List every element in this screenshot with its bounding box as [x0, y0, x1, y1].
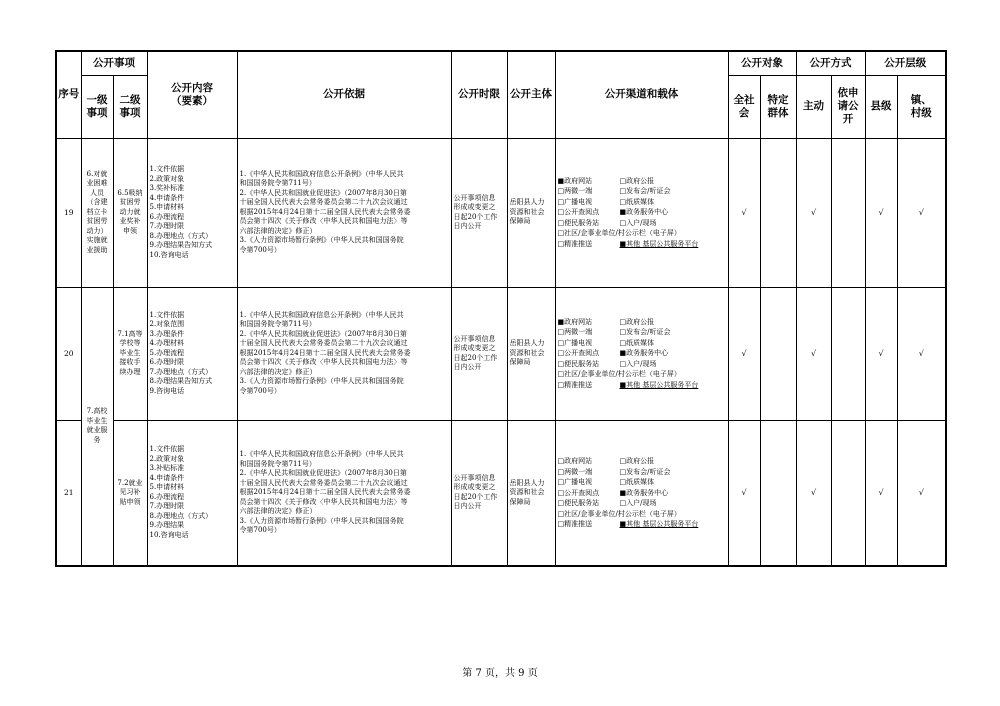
row-level2: 7.2就业 见习补 贴申领 [113, 420, 147, 566]
row-basis: 1.《中华人民共和国政府信息公开条例》（中华人民共 和国国务院令第711号） 2.《中华人民共和国就业促进法》（2007年8月30日第 十届全国人民代表大会常务委员会第二十九次会议通过 根据2015年4月24日第十二届全国人民代表大会常务委 员会第十四次《关于修改〈中华人民共和国电力法〉等 六部法律的决定》修正） 3.《人力资源市场暂行条例》（中华人民共和国国务院 令第700号） [237, 287, 451, 420]
channel-line [558, 467, 726, 478]
header-row-1 [56, 51, 946, 75]
channel-option: □广播电视 [557, 478, 593, 486]
channel-option: ■其他 基层公共服务平台 [619, 239, 699, 248]
row-content: 1.文件依据 2.政策对象 3.补贴标准 4.申请条件 5.申请材料 6.办理流程 7.办理时限 8.办理地点（方式） 9.办理结果 10.咨询电话 [147, 420, 237, 566]
channel-option: □入户/现场 [619, 499, 657, 507]
row-level-town: √ [897, 138, 946, 287]
header-level1: 一级 事项 [81, 75, 113, 138]
row-target-all: √ [728, 287, 760, 420]
header-level-group: 公开层级 [865, 51, 946, 75]
header-target-specific: 特定 群体 [760, 75, 796, 138]
channel-line [558, 338, 726, 349]
channel-option: □纸质媒体 [619, 478, 655, 486]
header-level-town: 镇、 村级 [897, 75, 946, 138]
channel-line [558, 186, 726, 197]
channel-option: □两微一端 [557, 187, 593, 196]
header-level-county: 县级 [865, 75, 897, 138]
channel-option: □发布会/听证会 [619, 467, 671, 476]
channel-option: □纸质媒体 [619, 197, 655, 206]
row-channels [555, 138, 728, 287]
channel-option: □政府公报 [619, 457, 655, 465]
row-method-request [831, 287, 865, 420]
header-level2: 二级 事项 [113, 75, 147, 138]
row-level1: 6.对就 业困难 人员 （含建 档立卡 贫困劳 动力） 实施就 业援助 [81, 138, 113, 287]
channel-option: □发布会/听证会 [619, 328, 671, 337]
row-target-all: √ [728, 420, 760, 566]
header-channels: 公开渠道和载体 [555, 51, 728, 138]
row-channels [555, 420, 728, 566]
channel-line [558, 218, 726, 229]
channel-option: □便民服务站 [557, 359, 600, 368]
channel-option: □公开查阅点 [557, 488, 600, 497]
row-level2: 6.5吸纳 贫困劳 动力就 业奖补 申领 [113, 138, 147, 287]
row-level1: 7.高校 毕业生 就业服 务 [81, 287, 113, 566]
row-level-county: √ [865, 420, 897, 566]
row-level-county: √ [865, 287, 897, 420]
channel-option: □社区/企事业单位/村公示栏（电子屏） [557, 509, 681, 518]
channel-option: □精准推送 [557, 380, 593, 389]
channel-option: □入户/现场 [619, 359, 657, 368]
channel-option: □两微一端 [557, 328, 593, 337]
header-method-request: 依申 请公 开 [831, 75, 865, 138]
channel-line [558, 359, 726, 370]
channel-line [558, 519, 726, 530]
row-time-limit: 公开事项信息 形成或变更之 日起20个工作 日内公开 [451, 420, 507, 566]
header-items-group: 公开事项 [81, 51, 147, 75]
channel-option: □广播电视 [557, 197, 593, 206]
channel-option: □精准推送 [557, 520, 593, 528]
row-seq: 19 [56, 138, 81, 287]
row-basis: 1.《中华人民共和国政府信息公开条例》（中华人民共 和国国务院令第711号） 2.《中华人民共和国就业促进法》（2007年8月30日第 十届全国人民代表大会常务委员会第二十九次会议通过 根据2015年4月24日第十二届全国人民代表大会常务委 员会第十四次《关于修改〈中华人民共和国电力法〉等 六部法律的决定》修正） 3.《人力资源市场暂行条例》（中华人民共和国国务院 令第700号） [237, 420, 451, 566]
channel-option: □入户/现场 [619, 218, 657, 227]
channel-line [558, 228, 726, 239]
row-seq: 21 [56, 420, 81, 566]
channel-line [558, 207, 726, 218]
row-channels [555, 287, 728, 420]
header-time-limit: 公开时限 [451, 51, 507, 138]
channel-line [558, 498, 726, 509]
channel-option: □社区/企事业单位/村公示栏（电子屏） [557, 370, 681, 379]
channel-line [558, 197, 726, 208]
channel-option: □社区/企事业单位/村公示栏（电子屏） [557, 229, 681, 238]
channel-option: ■其他 基层公共服务平台 [619, 520, 699, 528]
header-subject: 公开主体 [507, 51, 555, 138]
channel-option: ■政府网站 [557, 176, 593, 185]
row-method-request [831, 420, 865, 566]
table-row [56, 138, 946, 287]
channel-option: □纸质媒体 [619, 338, 655, 347]
header-basis: 公开依据 [237, 51, 451, 138]
row-target-all: √ [728, 138, 760, 287]
channel-line [558, 369, 726, 380]
channel-option: □便民服务站 [557, 218, 600, 227]
header-method-group: 公开方式 [796, 51, 865, 75]
row-level2: 7.1高等 学校等 毕业生 接收手 续办理 [113, 287, 147, 420]
row-method-request [831, 138, 865, 287]
row-subject: 岳阳县人力 资源和社会 保障局 [507, 138, 555, 287]
disclosure-table [55, 50, 947, 567]
header-target-all: 全社 会 [728, 75, 760, 138]
row-method-active: √ [796, 420, 831, 566]
channel-option: □政府公报 [619, 317, 655, 326]
channel-option: □广播电视 [557, 338, 593, 347]
row-basis: 1.《中华人民共和国政府信息公开条例》（中华人民共 和国国务院令第711号） 2.《中华人民共和国就业促进法》（2007年8月30日第 十届全国人民代表大会常务委员会第二十九次会议通过 根据2015年4月24日第十二届全国人民代表大会常务委 员会第十四次《关于修改〈中华人民共和国电力法〉等 六部法律的决定》修正） 3.《人力资源市场暂行条例》（中华人民共和国国务院 令第700号） [237, 138, 451, 287]
row-target-specific [760, 138, 796, 287]
row-subject: 岳阳县人力 资源和社会 保障局 [507, 287, 555, 420]
header-content: 公开内容 （要素） [147, 51, 237, 138]
header-seq: 序号 [56, 51, 81, 138]
channel-line [558, 380, 726, 391]
channel-option: ■政府网站 [557, 317, 593, 326]
channel-option: □公开查阅点 [557, 349, 600, 358]
channel-line [558, 348, 726, 359]
row-method-active: √ [796, 287, 831, 420]
channel-line [558, 488, 726, 499]
channel-option: □便民服务站 [557, 499, 600, 507]
row-level-town: √ [897, 420, 946, 566]
channel-line [558, 327, 726, 338]
channel-line [558, 456, 726, 467]
row-time-limit: 公开事项信息 形成或变更之 日起20个工作 日内公开 [451, 138, 507, 287]
row-level-county: √ [865, 138, 897, 287]
header-target-group: 公开对象 [728, 51, 796, 75]
channel-line [558, 239, 726, 250]
row-method-active: √ [796, 138, 831, 287]
page-footer: 第 7 页，共 9 页 [462, 668, 538, 679]
channel-option: □政府网站 [557, 457, 593, 465]
row-target-specific [760, 420, 796, 566]
channel-line [558, 477, 726, 488]
channel-option: □政府公报 [619, 176, 655, 185]
channel-option: □两微一端 [557, 467, 593, 476]
channel-option: ■政务服务中心 [619, 349, 669, 358]
channel-option: □公开查阅点 [557, 208, 600, 217]
row-content: 1.文件依据 2.对象范围 3.办理条件 4.办理材料 5.办理流程 6.办理时限 7.办理地点（方式） 8.办理结果告知方式 9.咨询电话 [147, 287, 237, 420]
row-target-specific [760, 287, 796, 420]
row-subject: 岳阳县人力 资源和社会 保障局 [507, 420, 555, 566]
table-row [56, 420, 946, 566]
channel-option: ■其他 基层公共服务平台 [619, 380, 699, 389]
row-content: 1.文件依据 2.政策对象 3.奖补标准 4.申请条件 5.申请材料 6.办理流程 7.办理时限 8.办理地点（方式） 9.办理结果告知方式 10.咨询电话 [147, 138, 237, 287]
channel-line [558, 176, 726, 187]
table-row [56, 287, 946, 420]
channel-option: ■政务服务中心 [619, 488, 669, 497]
channel-line [558, 317, 726, 328]
header-method-active: 主动 [796, 75, 831, 138]
channel-option: □精准推送 [557, 239, 593, 248]
channel-option: □发布会/听证会 [619, 187, 671, 196]
channel-line [558, 509, 726, 520]
row-level-town: √ [897, 287, 946, 420]
channel-option: ■政务服务中心 [619, 208, 669, 217]
row-time-limit: 公开事项信息 形成或变更之 日起20个工作 日内公开 [451, 287, 507, 420]
row-seq: 20 [56, 287, 81, 420]
